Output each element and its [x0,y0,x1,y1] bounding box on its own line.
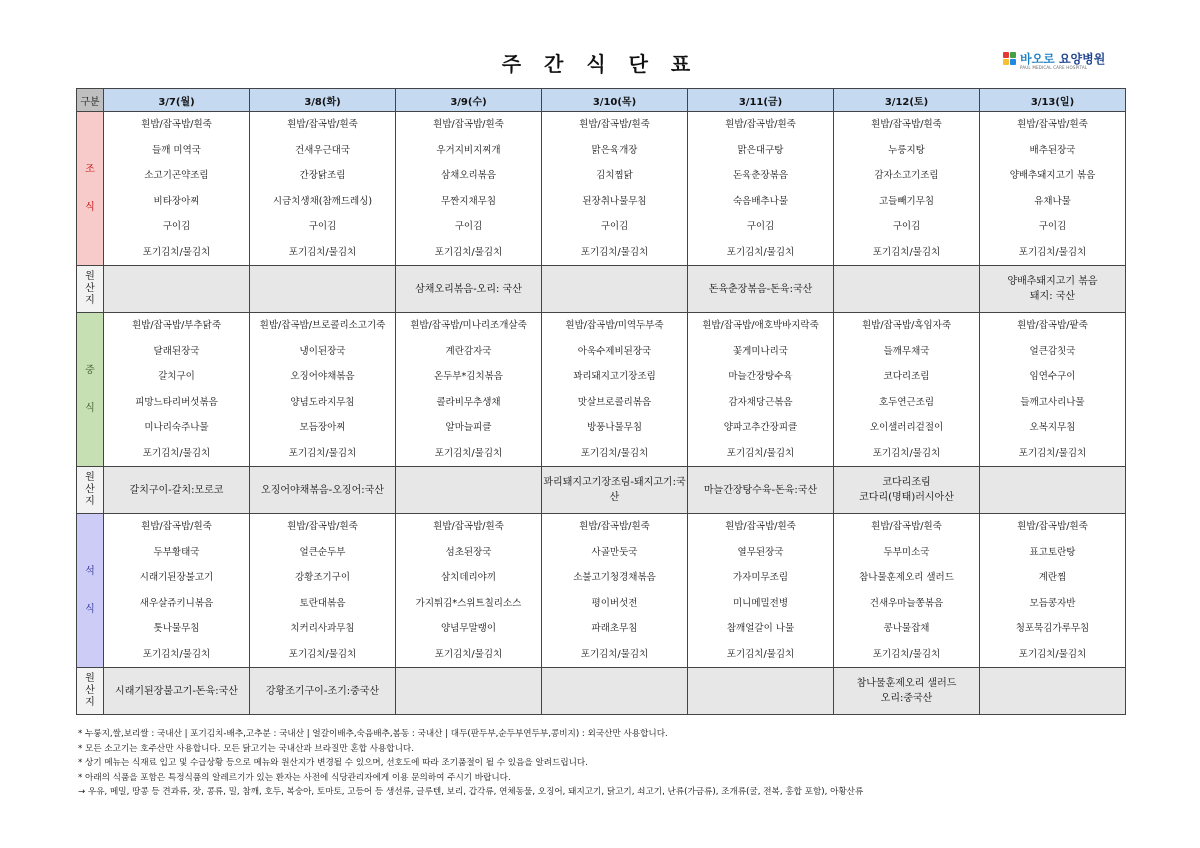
dish-item: 피망느타리버섯볶음 [135,396,218,408]
dish-item: 사골만둣국 [591,546,638,558]
menu-cell [250,112,396,266]
dish-item: 양념도라지무침 [290,396,355,408]
origin-label: 원 산 지 [77,668,104,715]
menu-cell [980,313,1126,467]
origin-text: 오리:중국산 [880,693,933,704]
dish-item: 흰밥/잡곡밥/흰죽 [433,521,504,532]
dish-item: 아욱수제비된장국 [577,345,652,357]
dish-item: 포기김치/물김치 [726,648,795,660]
dish-item: 콜라비무추생채 [436,396,501,408]
origin-cell [396,668,542,715]
dish-item: 흰밥/잡곡밥/부추닭죽 [132,320,221,331]
origin-cell [980,266,1126,313]
origin-cell [980,668,1126,715]
dish-item: 꽈리돼지고기장조림 [573,371,656,382]
dish-item: 삼채오리볶음 [440,170,497,181]
dish-item: 표고토란탕 [1029,546,1076,558]
dish-item: 유채나물 [1034,195,1071,207]
menu-cell [688,313,834,467]
note-line: * 누룽지,쌀,보리쌀 : 국내산 | 포기김치-배추,고추분 : 국내산 | 얼갈이배추,숙음배추,봄동 : 국내산 | 대두(판두부,순두부연두부,콩비지) : 외국산만 사용합니다. [78,729,668,739]
origin-cell [834,668,980,715]
dish-item: 오복지무침 [1029,422,1076,433]
dish-item: 포기김치/물김치 [580,447,649,459]
day-header: 3/13(일) [980,89,1126,112]
dish-item: 포기김치/물김치 [872,648,941,660]
dish-item: 모듬장아찌 [299,422,346,433]
dish-item: 구이김 [162,221,191,232]
origin-text: 강황조기구이-조기:중국산 [265,685,380,697]
dish-item: 포기김치/물김치 [1018,447,1087,459]
origin-cell [688,467,834,514]
origin-text: 꽈리돼지고기장조림-돼지고기:국산 [543,477,686,503]
dish-item: 열무된장국 [737,546,784,558]
dish-item: 오징어야채볶음 [290,371,355,382]
weekly-menu-table [76,88,1126,715]
menu-cell [104,514,250,668]
dish-item: 구이김 [308,221,337,232]
dish-item: 흰밥/잡곡밥/흰죽 [1017,521,1088,532]
dish-item: 포기김치/물김치 [726,447,795,459]
dish-item: 포기김치/물김치 [726,246,795,258]
breakfast-row [77,112,1126,266]
origin-text: 시래기된장불고기-돈육:국산 [115,685,238,697]
menu-cell [542,112,688,266]
dish-item: 감자채당근볶음 [728,396,793,408]
dish-item: 미나리숙주나물 [144,422,209,433]
dish-item: 흰밥/잡곡밥/흰죽 [287,119,358,130]
dish-item: 흰밥/잡곡밥/흑임자죽 [862,320,951,331]
dish-item: 강황조기구이 [294,572,351,583]
origin-cell [980,467,1126,514]
origin-text: 코다리조림 [882,477,931,488]
menu-cell [104,313,250,467]
note-line: → 우유, 메밀, 땅콩 등 견과류, 잣, 콩류, 밀, 참깨, 호두, 복숭아, 토마토, 고등어 등 생선류, 글루텐, 보리, 갑각류, 연체동물, 오징어, 돼지고기, 닭고기, 쇠고기, 난류(가금류), 조개류(굴, 전복, 홍합 포함), 아황산류 [78,787,864,797]
origin-cell [396,266,542,313]
menu-cell [980,514,1126,668]
menu-cell [834,313,980,467]
dish-item: 간장닭조림 [299,170,346,181]
origin-cell [834,467,980,514]
dish-item: 소불고기청경채볶음 [573,572,656,583]
origin-cell [104,467,250,514]
dish-item: 구이김 [1038,221,1067,232]
dish-item: 포기김치/물김치 [142,648,211,660]
dish-item: 흰밥/잡곡밥/흰죽 [871,119,942,130]
notes [78,727,863,800]
day-header: 3/7(월) [104,89,250,112]
lunch-row [77,313,1126,467]
day-header: 3/12(토) [834,89,980,112]
dish-item: 돈육춘장볶음 [732,170,789,181]
dish-item: 오이샐러리겉절이 [869,422,944,433]
dish-item: 흰밥/잡곡밥/팥죽 [1017,320,1088,331]
dish-item: 들깨무채국 [883,345,930,357]
origin-cell [688,266,834,313]
dinner-origin-row [77,668,1126,715]
dish-item: 치커리사과무침 [290,623,355,634]
dish-item: 두부미소국 [883,546,930,558]
dinner-label: 석 식 [77,514,104,668]
origin-label: 원 산 지 [77,467,104,514]
dish-item: 흰밥/잡곡밥/미역두부죽 [565,320,664,331]
dish-item: 구이김 [892,221,921,232]
dish-item: 계란감자국 [445,345,492,357]
dish-item: 포기김치/물김치 [872,447,941,459]
lunch-label: 중 식 [77,313,104,467]
logo-mark-icon [1003,52,1017,66]
dish-item: 포기김치/물김치 [288,648,357,660]
day-header: 3/10(목) [542,89,688,112]
dish-item: 계란찜 [1038,572,1067,583]
dish-item: 흰밥/잡곡밥/흰죽 [871,521,942,532]
dish-item: 얼큰순두부 [299,546,346,558]
menu-cell [542,514,688,668]
logo-subtitle: PAUL MEDICAL CARE HOSPITAL [1020,65,1088,70]
dish-item: 시금치생채(참깨드레싱) [272,195,373,207]
menu-cell [104,112,250,266]
origin-text: 오징어야채볶음-오징어:국산 [261,484,384,496]
corner-label: 구분 [77,89,104,112]
dish-item: 무짠지채무침 [440,195,497,207]
page-title: 주 간 식 단 표 [501,52,699,76]
dish-item: 양파고추간장피클 [723,422,798,433]
dish-item: 얼큰감칫국 [1029,345,1076,357]
dish-item: 임연수구이 [1029,371,1076,382]
origin-cell [542,266,688,313]
origin-cell [834,266,980,313]
origin-text: 참나물훈제오리 샐러드 [856,678,957,689]
dish-item: 흰밥/잡곡밥/흰죽 [287,521,358,532]
dish-item: 누룽지탕 [888,144,925,156]
dish-item: 흰밥/잡곡밥/흰죽 [433,119,504,130]
menu-cell [396,313,542,467]
dish-item: 새우살쥬키니볶음 [139,597,214,609]
dish-item: 삼치데리야끼 [440,572,497,583]
dish-item: 맑은대구탕 [737,144,784,156]
menu-cell [396,112,542,266]
dish-item: 포기김치/물김치 [434,447,503,459]
dish-item: 흰밥/잡곡밥/브로콜리소고기죽 [259,320,386,331]
dish-item: 알마늘피클 [445,422,492,433]
dish-item: 섬초된장국 [445,546,492,558]
day-header: 3/9(수) [396,89,542,112]
dish-item: 비타장아찌 [153,195,200,207]
dish-item: 마늘간장탕수육 [728,371,793,382]
menu-cell [250,313,396,467]
origin-cell [250,266,396,313]
menu-cell [834,514,980,668]
dish-item: 흰밥/잡곡밥/흰죽 [725,521,796,532]
menu-cell [688,112,834,266]
origin-text: 코다리(명태)러시아산 [859,492,954,503]
header-row [77,89,1126,112]
menu-cell [396,514,542,668]
dish-item: 달래된장국 [153,345,200,357]
lunch-origin-row [77,467,1126,514]
dish-item: 두부황태국 [153,546,200,558]
origin-cell [250,467,396,514]
note-line: * 아래의 식품을 포함은 특정식품의 알레르기가 있는 환자는 사전에 식당관리자에게 이용 문의하여 주시기 바랍니다. [78,772,511,783]
origin-label: 원 산 지 [77,266,104,313]
origin-text: 삼채오리볶음-오리: 국산 [415,283,522,295]
dinner-row [77,514,1126,668]
menu-cell [688,514,834,668]
dish-item: 포기김치/물김치 [434,648,503,660]
origin-text: 마늘간장탕수육-돈육:국산 [703,484,818,496]
menu-cell [542,313,688,467]
dish-item: 톳나물무침 [153,623,200,634]
dish-item: 구이김 [600,221,629,232]
note-line: * 상기 메뉴는 식재료 입고 및 수급상황 등으로 메뉴와 원산지가 변경될 수 있으며, 선호도에 따라 조기품절이 될 수 있음을 알려드립니다. [78,758,588,768]
dish-item: 포기김치/물김치 [434,246,503,258]
dish-item: 흰밥/잡곡밥/흰죽 [579,521,650,532]
dish-item: 흰밥/잡곡밥/미나리조개살죽 [410,320,527,331]
dish-item: 포기김치/물김치 [142,447,211,459]
dish-item: 포기김치/물김치 [142,246,211,258]
dish-item: 파래초무침 [591,623,638,634]
dish-item: 포기김치/물김치 [580,246,649,258]
dish-item: 건새우마늘쫑볶음 [869,597,944,609]
dish-item: 소고기곤약조림 [144,170,209,181]
origin-text: 양배추돼지고기 볶음 [1007,276,1098,287]
dish-item: 포기김치/물김치 [872,246,941,258]
dish-item: 토란대볶음 [299,597,346,609]
menu-cell [834,112,980,266]
dish-item: 양배추돼지고기 볶음 [1009,170,1096,181]
dish-item: 콩나물잡채 [883,623,930,634]
dish-item: 구이김 [454,221,483,232]
dish-item: 포기김치/물김치 [288,447,357,459]
dish-item: 가자미무조림 [732,572,789,583]
menu-cell [980,112,1126,266]
dish-item: 고들빼기무침 [878,195,935,207]
origin-cell [104,668,250,715]
dish-item: 방풍나물무침 [586,422,643,433]
dish-item: 들깨 미역국 [152,144,201,156]
dish-item: 김치찜닭 [596,170,633,181]
note-line: * 모든 소고기는 호주산만 사용합니다. 모든 닭고기는 국내산과 브라질만 혼합 사용합니다. [78,743,414,754]
dish-item: 시래기된장불고기 [139,572,214,583]
dish-item: 맑은육개장 [591,144,638,156]
dish-item: 냉이된장국 [299,345,346,357]
dish-item: 포기김치/물김치 [1018,246,1087,258]
dish-item: 평이버섯전 [591,597,638,609]
dish-item: 배추된장국 [1029,144,1076,156]
dish-item: 흰밥/잡곡밥/흰죽 [141,119,212,130]
dish-item: 흰밥/잡곡밥/흰죽 [141,521,212,532]
dish-item: 우거지비지찌개 [436,144,501,156]
dish-item: 참나물훈제오리 샐러드 [859,572,954,583]
breakfast-origin-row [77,266,1126,313]
dish-item: 흰밥/잡곡밥/애호박바지락죽 [702,320,819,331]
origin-cell [250,668,396,715]
dish-item: 들깨고사리나물 [1020,396,1085,408]
dish-item: 포기김치/물김치 [288,246,357,258]
day-header: 3/11(금) [688,89,834,112]
menu-cell [250,514,396,668]
dish-item: 흰밥/잡곡밥/흰죽 [725,119,796,130]
origin-cell [104,266,250,313]
dish-item: 청포묵김가루무침 [1015,623,1090,634]
dish-item: 구이김 [746,221,775,232]
dish-item: 포기김치/물김치 [1018,648,1087,660]
origin-text: 돼지: 국산 [1029,291,1076,302]
origin-text: 돈육춘장볶음-돈육:국산 [708,283,813,295]
dish-item: 꽃게미나리국 [732,345,789,357]
dish-item: 숙음배추나물 [732,195,789,207]
dish-item: 모듬콩자반 [1029,597,1076,609]
logo-name: 바오로 요양병원 [1020,52,1106,66]
dish-item: 감자소고기조림 [874,170,939,181]
origin-cell [542,668,688,715]
dish-item: 흰밥/잡곡밥/흰죽 [1017,119,1088,130]
dish-item: 가지튀김*스위트칠리소스 [415,597,522,609]
dish-item: 갈치구이 [158,371,195,382]
origin-cell [688,668,834,715]
dish-item: 미니메밀전병 [732,597,789,609]
dish-item: 포기김치/물김치 [580,648,649,660]
breakfast-label: 조 식 [77,112,104,266]
dish-item: 참깨얼갈이 나물 [726,623,795,634]
dish-item: 맛살브로콜리볶음 [577,396,652,408]
dish-item: 코다리조림 [883,371,930,382]
dish-item: 된장취나물무침 [582,195,647,207]
dish-item: 흰밥/잡곡밥/흰죽 [579,119,650,130]
dish-item: 온두부*김치볶음 [434,371,503,382]
dish-item: 건새우근대국 [294,144,351,156]
dish-item: 양념무말랭이 [440,623,497,634]
origin-cell [542,467,688,514]
origin-text: 갈치구이-갈치:모로코 [129,484,224,496]
origin-cell [396,467,542,514]
day-header: 3/8(화) [250,89,396,112]
dish-item: 호두연근조림 [878,396,935,408]
